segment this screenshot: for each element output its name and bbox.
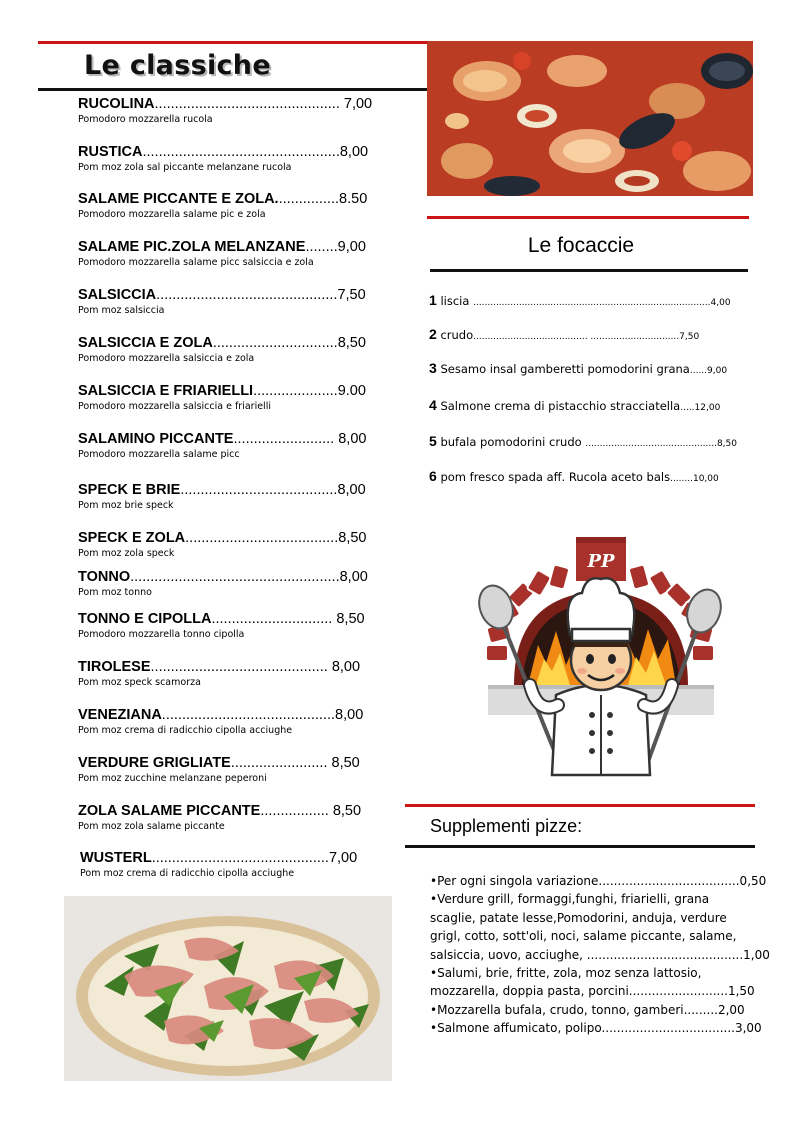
- menu-item-line: [78, 335, 418, 352]
- menu-item-price: 8,00: [337, 482, 366, 498]
- menu-item-price: 9.00: [337, 383, 366, 399]
- menu-item: [78, 431, 418, 461]
- focaccia-leader: ......: [689, 366, 708, 376]
- menu-item-name: TONNO E CIPOLLA: [78, 611, 212, 627]
- menu-item-description: Pom moz speck scamorza: [78, 677, 201, 688]
- supplemento-line: salsiccia, uovo, acciughe, .........................................1,00: [430, 947, 770, 962]
- menu-item-description: Pomodoro mozzarella salame pic e zola: [78, 209, 266, 220]
- menu-item-description: Pom moz zola speck: [78, 548, 175, 559]
- menu-item-leader: ........................: [230, 755, 332, 771]
- menu-item-name: SPECK E BRIE: [78, 482, 181, 498]
- menu-item-name: ZOLA SALAME PICCANTE: [78, 803, 261, 819]
- menu-item-leader: ...............: [278, 191, 340, 207]
- menu-item-price: 8,50: [332, 803, 362, 819]
- menu-item-leader: ............................................: [151, 850, 329, 866]
- menu-item: [80, 850, 420, 880]
- supplemento-line: •Per ogni singola variazione.....................................0,50: [430, 874, 767, 888]
- menu-item: [78, 239, 418, 269]
- menu-item-name: SALSICCIA E ZOLA: [78, 335, 213, 351]
- oven-logo-text: PP: [587, 551, 615, 572]
- menu-item-line: [78, 530, 418, 547]
- menu-item-description: Pom moz tonno: [78, 587, 152, 598]
- menu-item-line: [78, 569, 418, 586]
- menu-item-description: Pomodoro mozzarella tonno cipolla: [78, 629, 245, 640]
- menu-item-price: 8,00: [339, 569, 368, 585]
- menu-item: [78, 96, 418, 126]
- menu-item-leader: ..............................: [211, 611, 337, 627]
- menu-item-line: [78, 803, 418, 820]
- menu-item-description: Pom moz brie speck: [78, 500, 174, 511]
- menu-item: [78, 191, 418, 221]
- supplementi-red-rule: [405, 804, 755, 807]
- focaccia-item: [429, 360, 745, 379]
- focaccia-name: crudo: [436, 328, 474, 342]
- seafood-pizza-photo: [427, 41, 753, 196]
- menu-item-line: [78, 287, 418, 304]
- supplemento-line: •Mozzarella bufala, crudo, tonno, gamberi.........2,00: [430, 1002, 745, 1017]
- prosciutto-rucola-pizza-photo: [64, 896, 392, 1081]
- supplemento-line: •Salumi, brie, fritte, zola, moz senza lattosio,: [430, 966, 702, 981]
- focaccia-price: 10,00: [692, 474, 719, 484]
- focaccia-item: [429, 397, 745, 416]
- focaccia-item: [429, 433, 745, 452]
- supplemento-line: mozzarella, doppia pasta, porcini..........................1,50: [430, 984, 755, 999]
- menu-item-line: [78, 431, 418, 448]
- menu-item-name: SALSICCIA: [78, 287, 157, 303]
- menu-item-name: RUCOLINA: [78, 96, 155, 112]
- focaccia-number: 4: [429, 397, 437, 413]
- menu-item-price: 8,50: [338, 530, 367, 546]
- supplementi-list: [430, 872, 770, 1038]
- menu-item-name: TIROLESE: [78, 659, 151, 675]
- menu-item: [78, 803, 418, 833]
- menu-item-price: 8,50: [331, 755, 360, 771]
- menu-item-name: SPECK E ZOLA: [78, 530, 186, 546]
- menu-item-description: Pom moz crema di radicchio cipolla acciughe: [78, 725, 293, 736]
- focaccia-number: 3: [429, 360, 437, 376]
- menu-item-price: 7,00: [328, 850, 358, 866]
- menu-item: [78, 383, 418, 413]
- supplemento-line: •Salmone affumicato, polipo...................................3,00: [430, 1021, 762, 1036]
- focaccia-leader: ........: [670, 474, 693, 484]
- menu-item: [78, 530, 418, 560]
- menu-item-price: 9,00: [337, 239, 366, 255]
- menu-item-price: 8,00: [339, 144, 369, 160]
- menu-item-description: Pom moz salsiccia: [78, 305, 165, 316]
- supplemento-line: •Verdure grill, formaggi,funghi, friarielli, grana: [430, 892, 710, 907]
- menu-item-description: Pom moz zucchine melanzane peperoni: [78, 773, 267, 784]
- menu-item: [78, 755, 418, 785]
- menu-item-name: WUSTERL: [80, 850, 152, 866]
- menu-item-description: Pomodoro mozzarella salsiccia e zola: [78, 353, 255, 364]
- menu-item-name: VENEZIANA: [78, 707, 162, 723]
- focaccia-name: Salmone crema di pistacchio stracciatella: [436, 399, 681, 413]
- menu-item-name: SALAME PICCANTE E ZOLA.: [78, 191, 279, 207]
- menu-item-line: [78, 659, 418, 676]
- menu-item-leader: ...........................................: [161, 707, 336, 723]
- menu-item-price: 8,50: [337, 335, 366, 351]
- menu-item-line: [78, 239, 418, 256]
- focaccia-item: [429, 468, 745, 487]
- menu-item-description: Pomodoro mozzarella salame picc salsiccia e zola: [78, 257, 314, 268]
- focaccia-name: pom fresco spada aff. Rucola aceto bals: [436, 470, 671, 484]
- focaccia-leader: ........................................ ...............................: [473, 332, 680, 342]
- section-title-classiche: Le classiche: [84, 50, 271, 81]
- menu-item-leader: ......................................: [185, 530, 339, 546]
- focaccia-number: 1: [429, 292, 437, 308]
- section-title-focaccie: Le focaccie: [527, 234, 635, 257]
- menu-item-description: Pom moz crema di radicchio cipolla acciughe: [80, 868, 295, 879]
- menu-item-line: [78, 611, 418, 628]
- focaccia-price: 12,00: [694, 403, 721, 413]
- menu-item-description: Pomodoro mozzarella salame picc: [78, 449, 240, 460]
- menu-item: [78, 335, 418, 365]
- menu-item-name: SALAME PIC.ZOLA MELANZANE: [78, 239, 306, 255]
- menu-item-price: 8.50: [339, 191, 368, 207]
- menu-item-leader: ...............................: [212, 335, 338, 351]
- focaccia-item: [429, 326, 745, 345]
- supplementi-black-rule: [405, 845, 755, 848]
- menu-item-leader: ..............................................: [154, 96, 340, 112]
- menu-item-price: 8,00: [335, 707, 364, 723]
- menu-item: [78, 611, 418, 641]
- menu-item-leader: .........................: [233, 431, 339, 447]
- menu-item-name: SALAMINO PICCANTE: [78, 431, 234, 447]
- focaccia-item: [429, 292, 745, 311]
- menu-item-name: RUSTICA: [78, 144, 143, 160]
- menu-item-leader: ............................................: [150, 659, 332, 675]
- focaccia-price: 9,00: [707, 366, 728, 376]
- focaccia-number: 5: [429, 433, 437, 449]
- section-title-supplementi: Supplementi pizze:: [430, 816, 583, 836]
- focaccia-price: 7,50: [679, 332, 700, 342]
- menu-item-name: VERDURE GRIGLIATE: [78, 755, 231, 771]
- menu-item-leader: .................: [260, 803, 333, 819]
- menu-item: [78, 287, 418, 317]
- focaccia-number: 2: [429, 326, 437, 342]
- menu-item: [78, 144, 418, 174]
- focaccia-leader: .....: [680, 403, 695, 413]
- menu-item-leader: ....................................................: [130, 569, 340, 585]
- focaccie-black-rule: [430, 269, 748, 272]
- menu-item-line: [78, 707, 418, 724]
- supplemento-line: grigl, cotto, sott'oli, noci, salame piccante, salame,: [430, 929, 737, 944]
- menu-item-price: 8,50: [336, 611, 365, 627]
- menu-item: [78, 659, 418, 689]
- menu-item-leader: .............................................: [156, 287, 338, 303]
- menu-item-leader: ........: [305, 239, 338, 255]
- focaccia-name: liscia: [436, 294, 474, 308]
- menu-item-name: TONNO: [78, 569, 131, 585]
- menu-item-price: 8,00: [331, 659, 361, 675]
- menu-item: [78, 569, 418, 599]
- pizza-chef-oven-illustration: [478, 535, 724, 785]
- focaccia-price: 4,00: [710, 298, 731, 308]
- menu-item-leader: .......................................: [180, 482, 338, 498]
- menu-item: [78, 707, 418, 737]
- menu-item-line: [78, 482, 418, 499]
- left-header-red-rule: [38, 41, 428, 44]
- focaccia-price: 8,50: [716, 439, 737, 449]
- focaccia-leader: ...................................................................................: [473, 298, 711, 308]
- focaccie-red-rule: [427, 216, 749, 219]
- menu-item-line: [78, 96, 418, 113]
- menu-item-description: Pom moz zola salame piccante: [78, 821, 225, 832]
- supplemento-line: scaglie, patate lesse,Pomodorini, anduja, verdure: [430, 910, 727, 925]
- menu-item-price: 8,00: [338, 431, 367, 447]
- menu-item-name: SALSICCIA E FRIARIELLI: [78, 383, 254, 399]
- menu-item: [78, 482, 418, 512]
- menu-item-leader: .................................................: [142, 144, 340, 160]
- left-header-black-rule: [38, 88, 428, 91]
- menu-item-line: [80, 850, 420, 867]
- menu-item-line: [78, 755, 418, 772]
- menu-item-line: [78, 191, 418, 208]
- menu-item-description: Pom moz zola sal piccante melanzane rucola: [78, 162, 292, 173]
- menu-item-description: Pomodoro mozzarella rucola: [78, 114, 213, 125]
- focaccia-name: bufala pomodorini crudo: [436, 435, 586, 449]
- menu-item-price: 7,50: [337, 287, 366, 303]
- menu-item-line: [78, 144, 418, 161]
- focaccia-number: 6: [429, 468, 437, 484]
- menu-item-price: 7,00: [339, 96, 373, 112]
- menu-item-description: Pomodoro mozzarella salsiccia e friarielli: [78, 401, 271, 412]
- focaccia-leader: ..............................................: [585, 439, 717, 449]
- menu-item-line: [78, 383, 418, 400]
- focaccia-name: Sesamo insal gamberetti pomodorini grana: [436, 362, 690, 376]
- menu-item-leader: .....................: [253, 383, 338, 399]
